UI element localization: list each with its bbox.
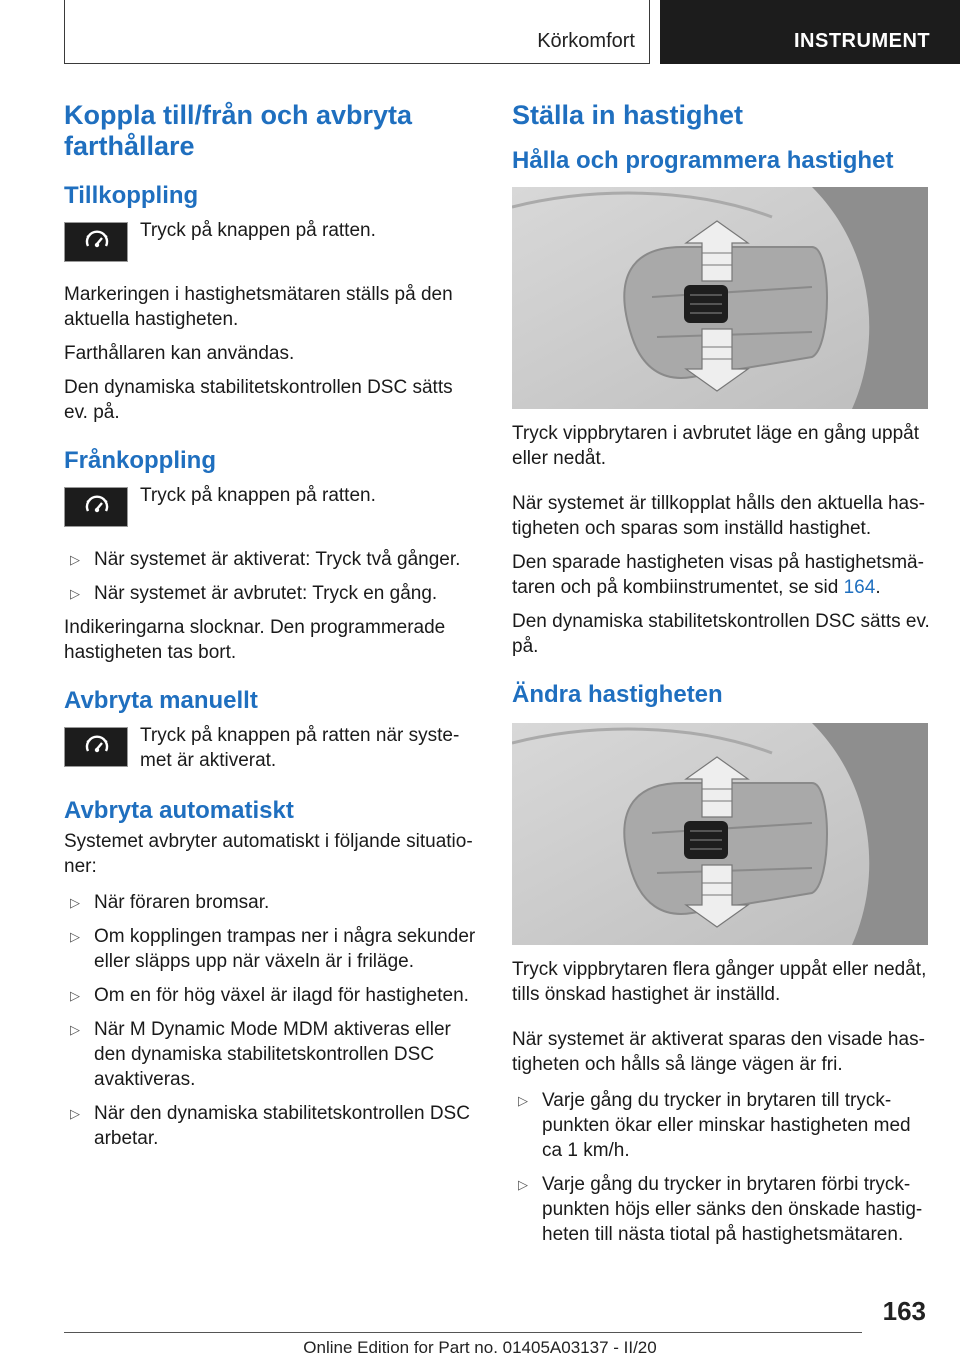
heading-halla-programmera: Hålla och programmera hastighet (512, 147, 894, 174)
tillkoppling-p3: Den dynamiska stabilitetskontrollen DSC sätts ev. på. (64, 377, 453, 423)
frankoppling-list (64, 547, 478, 606)
list-item: ▷ När föraren bromsar. (70, 892, 270, 913)
tillkoppling-p1: Markeringen i hastighetsmätaren ställs på den aktuella hastigheten. (64, 284, 453, 330)
footer-edition: Online Edition for Part no. 01405A03137 - II/20 (303, 1338, 657, 1357)
right-column (512, 100, 930, 1256)
bullet-triangle-icon: ▷ (70, 586, 80, 601)
halla-p1: Tryck vippbrytaren i avbrutet läge en gång uppåt eller nedåt. (512, 423, 919, 469)
header-chapter-label: INSTRUMENT (794, 30, 931, 52)
header-section-label: Körkomfort (537, 30, 635, 52)
frankoppling-icon-row (64, 483, 478, 527)
frankoppling-p1: Indikeringarna slocknar. Den programmerade hastigheten tas bort. (64, 617, 446, 663)
left-title: Koppla till/från och avbryta farthållare (64, 100, 413, 161)
manuellt-icon-row (64, 723, 478, 773)
bullet-triangle-icon: ▷ (70, 929, 80, 944)
bullet-triangle-icon: ▷ (518, 1177, 528, 1192)
halla-p3: Den sparade hastigheten visas på hastighetsmä‐taren och på kombiinstrumentet, se sid 164. (512, 552, 924, 598)
steering-wheel-switch-photo (512, 723, 928, 945)
tillkoppling-p2: Farthållaren kan användas. (64, 343, 295, 364)
page-reference-link[interactable]: 164 (843, 577, 876, 598)
bullet-triangle-icon: ▷ (70, 1106, 80, 1121)
cruise-control-button-icon (64, 727, 128, 767)
list-item: ▷ Om en för hög växel är ilagd för hastigheten. (70, 985, 469, 1006)
heading-tillkoppling: Tillkoppling (64, 182, 199, 209)
bullet-triangle-icon: ▷ (70, 1022, 80, 1037)
tillkoppling-icon-text: Tryck på knappen på ratten. (140, 220, 376, 241)
halla-p4: Den dynamiska stabilitetskontrollen DSC sätts ev. på. (512, 611, 930, 657)
heading-frankoppling: Frånkoppling (64, 447, 216, 474)
list-item: ▷ Om kopplingen trampas ner i några sekunder eller släpps upp när växeln är i friläge. (70, 926, 476, 972)
header-section-tab (64, 0, 650, 64)
steering-wheel-switch-photo (512, 187, 928, 409)
cruise-control-button-icon (64, 487, 128, 527)
list-item: ▷ Varje gång du trycker in brytaren till tryck‐punkten ökar eller minskar hastigheten med ca 1 km/h. (518, 1090, 911, 1161)
tillkoppling-icon-row (64, 218, 478, 262)
left-column (64, 100, 478, 1160)
andra-p1: Tryck vippbrytaren flera gånger uppåt eller nedåt, tills önskad hastighet är inställd. (512, 959, 927, 1005)
heading-avbryta-manuellt: Avbryta manuellt (64, 687, 258, 714)
andra-p2: När systemet är aktiverat sparas den visade has‐tigheten och hålls så länge vägen är fri. (512, 1029, 925, 1075)
automatiskt-intro: Systemet avbryter automatiskt i följande situatio‐ner: (64, 831, 473, 877)
list-item: ▷ När den dynamiska stabilitetskontrollen DSC arbetar. (70, 1103, 470, 1149)
bullet-triangle-icon: ▷ (70, 895, 80, 910)
heading-andra-hastigheten: Ändra hastigheten (512, 681, 723, 708)
right-title: Ställa in hastighet (512, 100, 744, 130)
cruise-control-button-icon (64, 222, 128, 262)
list-item: ▷ När systemet är aktiverat: Tryck två gånger. (70, 549, 461, 570)
frankoppling-icon-text: Tryck på knappen på ratten. (140, 485, 376, 506)
page-number: 163 (882, 1296, 926, 1326)
bullet-triangle-icon: ▷ (70, 552, 80, 567)
list-item: ▷ När systemet är avbrutet: Tryck en gång. (70, 583, 438, 604)
footer-divider (64, 1332, 862, 1333)
halla-p2: När systemet är tillkopplat hålls den aktuella has‐tigheten och sparas som inställd hastighet. (512, 493, 925, 539)
bullet-triangle-icon: ▷ (518, 1093, 528, 1108)
bullet-triangle-icon: ▷ (70, 988, 80, 1003)
andra-list (512, 1088, 930, 1247)
heading-avbryta-automatiskt: Avbryta automatiskt (64, 797, 294, 824)
header-chapter-tab (660, 0, 960, 64)
list-item: ▷ När M Dynamic Mode MDM aktiveras eller den dynamiska stabilitetskontrollen DSC avaktiveras. (70, 1019, 451, 1090)
list-item: ▷ Varje gång du trycker in brytaren förbi tryck‐punkten höjs eller sänks den önskade hastig‐heten till nästa tiotal på hastighetsmätaren. (518, 1174, 923, 1245)
automatiskt-list (64, 890, 478, 1151)
manuellt-icon-text: Tryck på knappen på ratten när syste‐met är aktiverat. (140, 725, 460, 771)
